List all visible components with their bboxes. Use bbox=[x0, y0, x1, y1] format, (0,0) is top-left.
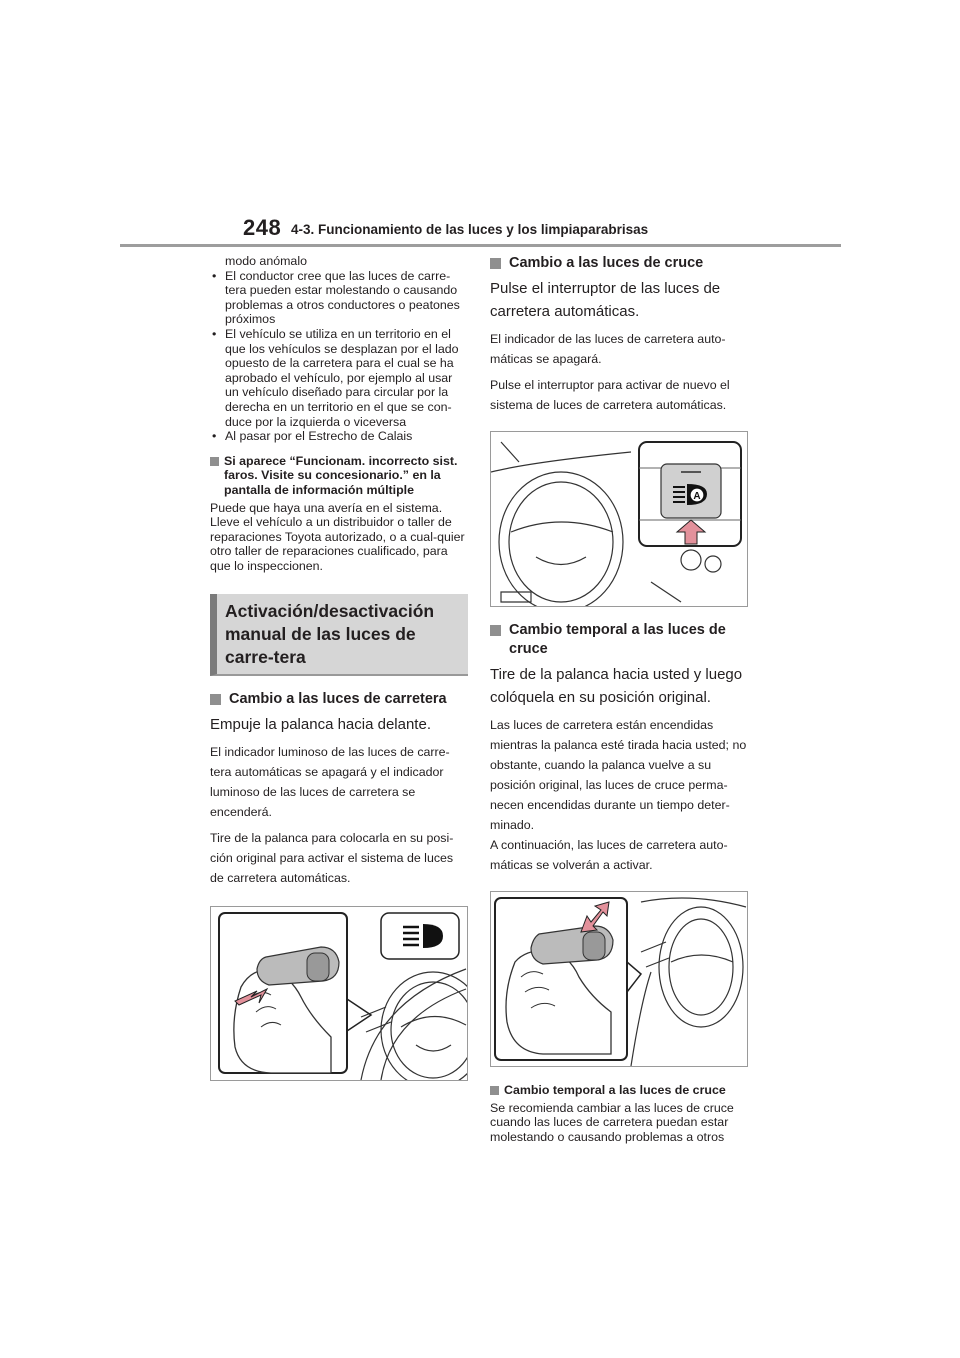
section-band: Activación/desactivación manual de las luces de carre-tera bbox=[210, 594, 468, 676]
bullet-list bbox=[210, 269, 468, 444]
body-paragraph: Tire de la palanca para colocarla en su posi-ción original para activar el sistema de luces de carretera automáticas. bbox=[210, 831, 454, 886]
instruction-text: Empuje la palanca hacia delante. bbox=[210, 716, 431, 734]
square-bullet-icon bbox=[490, 625, 501, 636]
subsection-heading bbox=[210, 690, 468, 709]
body-paragraph: A continuación, las luces de carretera auto-máticas se volverán a activar. bbox=[490, 838, 728, 872]
page-number: 248 bbox=[243, 215, 282, 240]
lever-pull-drawing bbox=[491, 892, 747, 1066]
switch-drawing bbox=[491, 432, 747, 606]
square-bullet-icon bbox=[490, 1086, 499, 1095]
notice-heading bbox=[210, 454, 468, 498]
switch-letter: A bbox=[693, 491, 701, 502]
bullet-item: • El conductor cree que las luces de carre-tera pueden estar molestando o causando problemas a otros conductores o peatones próximos bbox=[210, 269, 468, 327]
body-paragraph: El indicador de las luces de carretera auto-máticas se apagará. bbox=[490, 332, 726, 366]
subsection-heading-text: Cambio temporal a las luces de cruce bbox=[509, 622, 726, 657]
lever-push-illustration bbox=[210, 906, 468, 1081]
subsection-heading bbox=[490, 621, 750, 659]
notice-heading-text: Si aparece “Funcionam. incorrecto sist. faros. Visite su concesionario.” en la pantalla de información múltiple bbox=[224, 453, 458, 497]
notice-heading-text: Cambio temporal a las luces de cruce bbox=[504, 1083, 726, 1097]
bullet-item: • Al pasar por el Estrecho de Calais bbox=[210, 429, 468, 444]
body-paragraph: Pulse el interruptor para activar de nuevo el sistema de luces de carretera automáticas. bbox=[490, 378, 730, 412]
auto-high-beam-switch-illustration bbox=[490, 431, 748, 607]
header-rule bbox=[120, 244, 841, 247]
subsection-heading-text: Cambio a las luces de cruce bbox=[509, 255, 704, 271]
body-paragraph: Las luces de carretera están encendidas mientras la palanca esté tirada hacia usted; no obstante, cuando la palanca vuelve a su posición original, las luces de cruce perma-necen encendidas durante un tiempo deter-minado. bbox=[490, 718, 747, 832]
left-column bbox=[210, 254, 468, 1081]
notice-body: Se recomienda cambiar a las luces de cruce cuando las luces de carretera puedan estar molestando o causando problemas a otros bbox=[490, 1100, 734, 1144]
instruction-text: Tire de la palanca hacia usted y luego colóquela en su posición original. bbox=[490, 666, 743, 706]
body-paragraph: El indicador luminoso de las luces de carre-tera automáticas se apagará y el indicador luminoso de las luces de carretera se encenderá. bbox=[210, 745, 450, 820]
notice-heading bbox=[490, 1083, 750, 1098]
notice-body: Puede que haya una avería en el sistema. Lleve el vehículo a un distribuidor o taller de reparaciones Toyota autorizado, o a cual-quier otro taller de reparaciones cualificado, para que lo inspeccionen. bbox=[210, 500, 465, 573]
instruction-text: Pulse el interruptor de las luces de carretera automáticas. bbox=[490, 280, 721, 320]
intro-text: modo anómalo bbox=[225, 254, 307, 268]
subsection-heading-text: Cambio a las luces de carretera bbox=[229, 691, 447, 708]
lever-push-drawing bbox=[211, 907, 467, 1080]
bullet-item: • El vehículo se utiliza en un territorio en el que los vehículos se desplazan por el lado opuesto de la carretera para el cual se ha aprobado el vehículo, por ejemplo al usar un vehículo diseñado para circular por la derecha en un territorio en el que se con-duce por la izquierda o viceversa bbox=[210, 327, 468, 429]
lever-pull-illustration bbox=[490, 891, 748, 1067]
square-bullet-icon bbox=[490, 258, 501, 269]
section-title: 4-3. Funcionamiento de las luces y los limpiaparabrisas bbox=[291, 222, 649, 237]
square-bullet-icon bbox=[210, 457, 219, 466]
square-bullet-icon bbox=[210, 694, 221, 705]
subsection-heading bbox=[490, 254, 750, 273]
right-column bbox=[490, 254, 750, 1144]
